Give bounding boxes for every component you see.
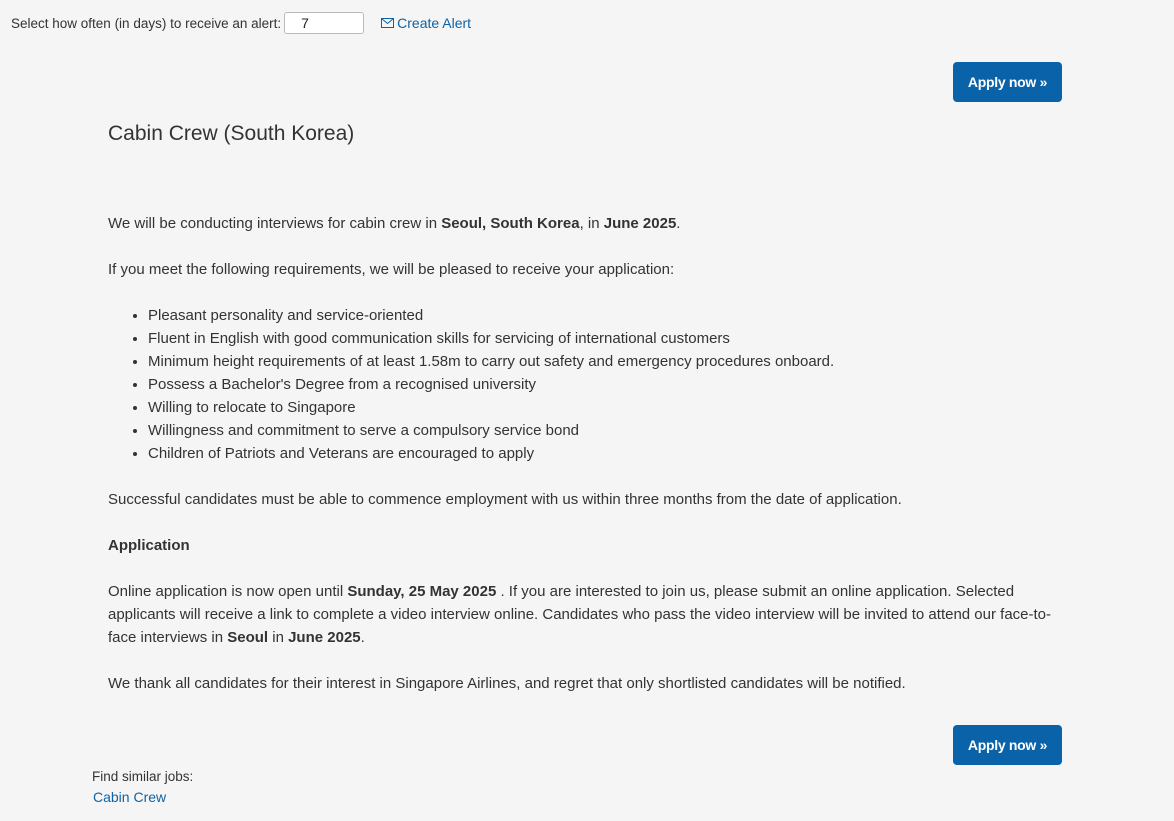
thanks-paragraph: We thank all candidates for their interest in Singapore Airlines, and regret that only shortlisted candidates will be notified. [108, 675, 906, 692]
application-text: Online application is now open until [108, 583, 348, 600]
intro-date: June 2025 [603, 215, 677, 232]
job-description [108, 120, 1058, 695]
application-text-mid: . If you are interested to join us, please submit an online application. Selected applicants will receive a link to complete a video interview online. Candidates who pass the video interview will be invited to attend our face-to-face interviews in [108, 583, 1052, 646]
commence-paragraph: Successful candidates must be able to commence employment with us within three months from the date of application. [108, 491, 902, 508]
job-title: Cabin Crew (South Korea) [108, 122, 355, 145]
application-heading: Application [108, 537, 190, 554]
application-deadline: Sunday, 25 May 2025 [347, 583, 497, 600]
apply-now-button-bottom[interactable]: Apply now » [953, 725, 1062, 765]
requirements-list [108, 304, 1058, 465]
interview-city: Seoul [227, 629, 269, 646]
application-text-in: in [268, 629, 289, 646]
similar-jobs-label: Find similar jobs: [92, 769, 194, 784]
intro-text-end: . [676, 215, 681, 232]
requirement-item: • Minimum height requirements of at least 1.58m to carry out safety and emergency procedures onboard. [148, 350, 1058, 373]
apply-now-button-top[interactable]: Apply now » [953, 62, 1062, 102]
requirement-item: • Possess a Bachelor's Degree from a recognised university [148, 373, 1058, 396]
intro-paragraph [108, 212, 1058, 235]
intro-text: We will be conducting interviews for cabin crew in [108, 215, 442, 232]
application-text-end: . [360, 629, 365, 646]
interview-date: June 2025 [288, 629, 361, 646]
requirement-item: • Willing to relocate to Singapore [148, 396, 1058, 419]
similar-jobs [92, 767, 193, 807]
create-alert-label: Create Alert [397, 15, 472, 31]
alert-frequency-label: Select how often (in days) to receive an alert: [11, 15, 282, 31]
requirement-item: • Willingness and commitment to serve a compulsory service bond [148, 419, 1058, 442]
intro-location: Seoul, South Korea [441, 215, 580, 232]
application-paragraph [108, 580, 1058, 649]
requirement-item: • Children of Patriots and Veterans are encouraged to apply [148, 442, 1058, 465]
alert-bar [11, 10, 471, 36]
requirement-item: • Fluent in English with good communication skills for servicing of international customers [148, 327, 1058, 350]
create-alert-link[interactable] [381, 15, 471, 31]
requirement-item: • Pleasant personality and service-oriented [148, 304, 1058, 327]
envelope-icon [381, 18, 394, 28]
intro-text-mid: , in [579, 215, 604, 232]
alert-frequency-input[interactable] [284, 12, 364, 34]
similar-job-link-cabin-crew[interactable]: Cabin Crew [93, 789, 167, 805]
requirements-intro: If you meet the following requirements, we will be pleased to receive your application: [108, 261, 675, 278]
